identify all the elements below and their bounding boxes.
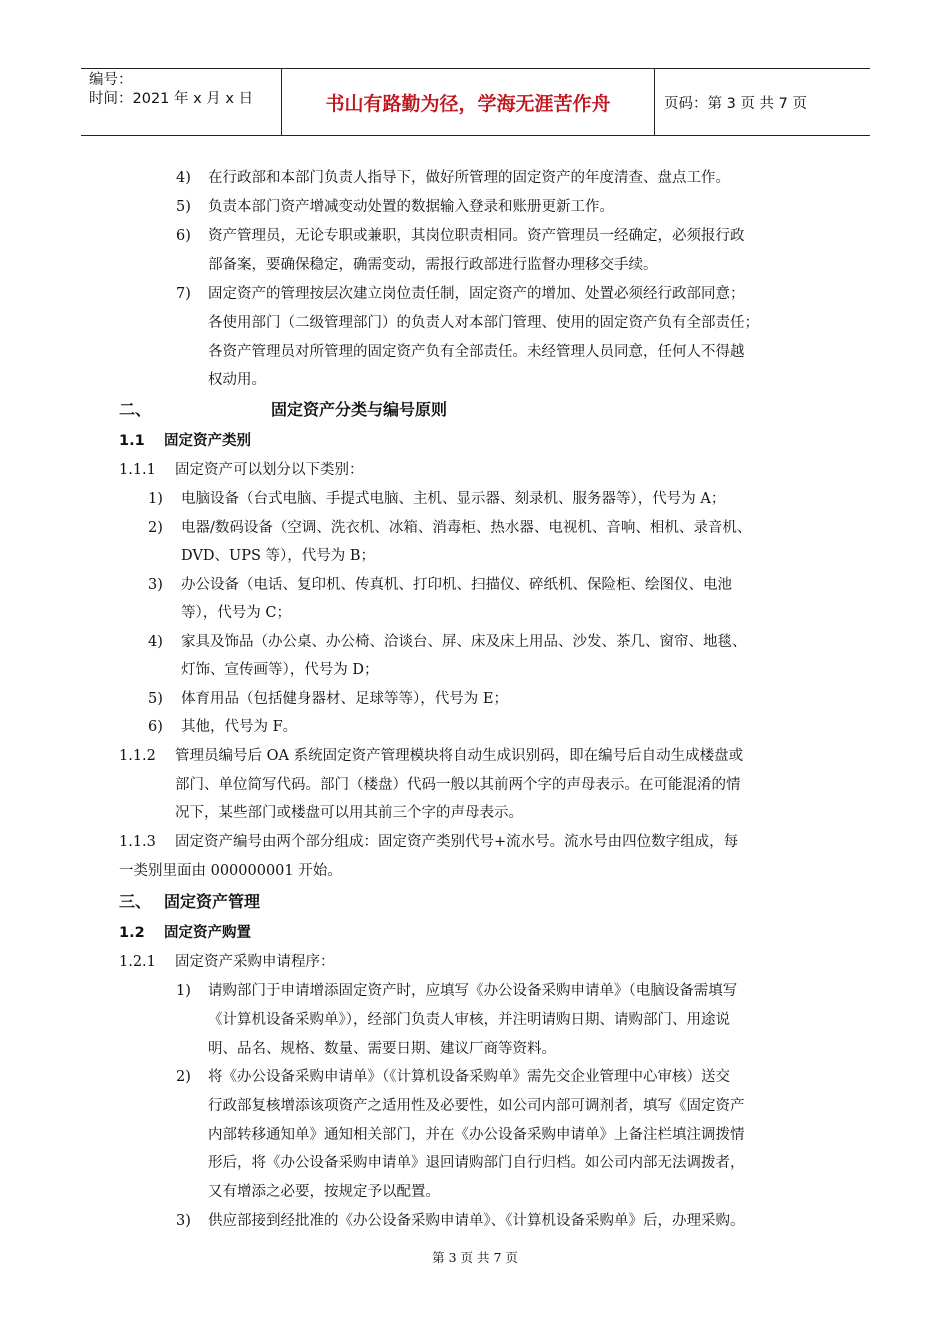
subsection-heading: 固定资产类别 [164, 433, 251, 449]
list-item-text: 电脑设备（台式电脑、手提式电脑、主机、显示器、刻录机、服务器等），代号为 A； [181, 491, 726, 507]
list-item-text: DVD、UPS 等），代号为 B； [181, 548, 376, 564]
section-number: 三、 [119, 892, 152, 911]
clause-number: 1.2.1 [119, 954, 156, 970]
clause-text: 管理员编号后 OA 系统固定资产管理模块将自动生成识别码，即在编号后自动生成楼盘或 [175, 748, 744, 764]
list-item-number: 5) [148, 691, 163, 707]
header-page-info: 页码：第 3 页 共 7 页 [664, 95, 807, 112]
list-item-text: 灯饰、宣传画等），代号为 D； [181, 662, 379, 678]
subsection-number: 1.1 [119, 433, 145, 449]
list-item-number: 1) [148, 491, 163, 507]
document-number-label: 编号： [89, 72, 133, 88]
list-item-number: 4) [176, 170, 191, 186]
header-slogan: 书山有路勤为径，学海无涯苦作舟 [281, 69, 655, 135]
list-item-text: 在行政部和本部门负责人指导下，做好所管理的固定资产的年度清查、盘点工作。 [208, 170, 730, 186]
list-item-number: 3) [148, 577, 163, 593]
list-item-number: 4) [148, 634, 163, 650]
list-item-text: 办公设备（电话、复印机、传真机、打印机、扫描仪、碎纸机、保险柜、绘图仪、电池 [181, 577, 732, 593]
list-item-text: 内部转移通知单》通知相关部门，并在《办公设备采购申请单》上备注栏填注调拨情 [208, 1127, 745, 1143]
list-item-text: 形后，将《办公设备采购申请单》退回请购部门自行归档。如公司内部无法调拨者， [208, 1155, 745, 1171]
clause-number: 1.1.2 [119, 748, 156, 764]
section-heading: 固定资产分类与编号原则 [271, 400, 448, 419]
subsection-number: 1.2 [119, 925, 145, 941]
list-item-number: 6) [176, 228, 191, 244]
list-item-number: 2) [148, 520, 163, 536]
list-item-text: 权动用。 [208, 372, 266, 388]
page-header [81, 68, 870, 136]
list-item-text: 部备案，要确保稳定，确需变动，需报行政部进行监督办理移交手续。 [208, 257, 658, 273]
clause-text: 一类别里面由 000000001 开始。 [119, 863, 342, 879]
page-footer: 第 3 页 共 7 页 [432, 1250, 518, 1265]
section-heading: 固定资产管理 [164, 892, 261, 911]
clause-number: 1.1.3 [119, 834, 156, 850]
list-item-text: 将《办公设备采购申请单》（《计算机设备采购单》需先交企业管理中心审核）送交 [208, 1069, 730, 1085]
list-item-text: 等），代号为 C； [181, 605, 291, 621]
list-item-text: 行政部复核增添该项资产之适用性及必要性，如公司内部可调剂者，填写《固定资产 [208, 1098, 745, 1114]
list-item-text: 《计算机设备采购单》），经部门负责人审核，并注明请购日期、请购部门、用途说 [208, 1012, 730, 1028]
header-left [89, 69, 279, 137]
list-item-number: 2) [176, 1069, 191, 1085]
clause-text: 部门、单位简写代码。部门（楼盘）代码一般以其前两个字的声母表示。在可能混淆的情 [175, 777, 741, 793]
list-item-text: 体育用品（包括健身器材、足球等等），代号为 E； [181, 691, 508, 707]
clause-text: 固定资产采购申请程序： [175, 954, 335, 970]
subsection-heading: 固定资产购置 [164, 925, 251, 941]
list-item-text: 各资产管理员对所管理的固定资产负有全部责任。未经管理人员同意，任何人不得越 [208, 344, 745, 360]
list-item-text: 明、品名、规格、数量、需要日期、建议厂商等资料。 [208, 1041, 556, 1057]
list-item-text: 供应部接到经批准的《办公设备采购申请单》、《计算机设备采购单》后，办理采购。 [208, 1213, 745, 1229]
list-item-number: 1) [176, 983, 191, 999]
clause-text: 固定资产编号由两个部分组成：固定资产类别代号+流水号。流水号由四位数字组成，每 [175, 834, 739, 850]
list-item-number: 5) [176, 199, 191, 215]
clause-text: 固定资产可以划分以下类别： [175, 462, 364, 478]
list-item-number: 7) [176, 286, 191, 302]
list-item-text: 家具及饰品（办公桌、办公椅、洽谈台、屏、床及床上用品、沙发、茶几、窗帘、地毯、 [181, 634, 747, 650]
list-item-text: 其他，代号为 F。 [181, 719, 298, 735]
list-item-text: 固定资产的管理按层次建立岗位责任制，固定资产的增加、处置必须经行政部同意； [208, 286, 745, 302]
document-time-label: 时间：2021 年 x 月 x 日 [89, 91, 254, 107]
list-item-text: 各使用部门（二级管理部门）的负责人对本部门管理、使用的固定资产负有全部责任； [208, 315, 759, 331]
clause-number: 1.1.1 [119, 462, 156, 478]
list-item-number: 3) [176, 1213, 191, 1229]
list-item-text: 电器/数码设备（空调、洗衣机、冰箱、消毒柜、热水器、电视机、音响、相机、录音机、 [181, 520, 752, 536]
list-item-text: 资产管理员，无论专职或兼职，其岗位职责相同。资产管理员一经确定，必须报行政 [208, 228, 745, 244]
clause-text: 况下，某些部门或楼盘可以用其前三个字的声母表示。 [175, 805, 523, 821]
list-item-number: 6) [148, 719, 163, 735]
list-item-text: 请购部门于申请增添固定资产时，应填写《办公设备采购申请单》（电脑设备需填写 [208, 983, 738, 999]
list-item-text: 负责本部门资产增减变动处置的数据输入登录和账册更新工作。 [208, 199, 614, 215]
list-item-text: 又有增添之必要，按规定予以配置。 [208, 1184, 440, 1200]
section-number: 二、 [119, 400, 152, 419]
